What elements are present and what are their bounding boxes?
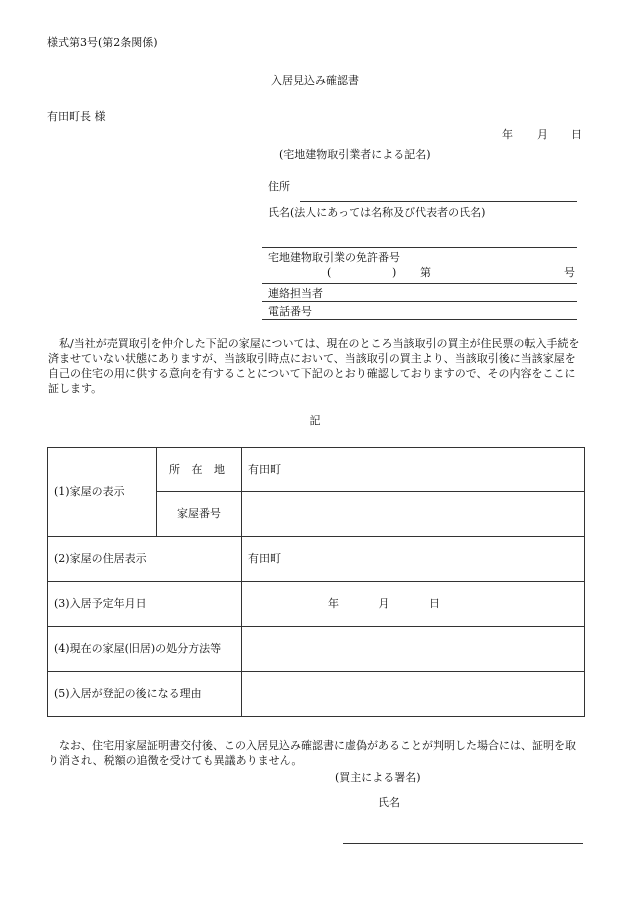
- row1-label: (1)家屋の表示: [48, 448, 157, 537]
- row5-value: [242, 672, 585, 717]
- house-number-value: [242, 492, 585, 537]
- form-number: 様式第3号(第2条関係): [47, 36, 158, 49]
- license-label: 宅地建物取引業の免許番号: [268, 251, 400, 264]
- phone-underline: [262, 319, 577, 320]
- broker-name-label: 氏名(法人にあっては名称及び代表者の氏名): [268, 206, 486, 219]
- row2-value: 有田町: [242, 537, 585, 582]
- table-row: [48, 672, 585, 717]
- name-underline: [262, 247, 577, 248]
- row1-sub1-label: [157, 448, 242, 492]
- house-number-label: 家屋番号: [157, 492, 242, 537]
- statement-paragraph: 私/当社が売買取引を仲介した下記の家屋については、現在のところ当該取引の買主が住民票の転入手続を済ませていない状態にありますが、当該取引時点において、当該取引の買主より、当該取引後に当該家屋を自己の住宅の用に供する意向を有することについて下記のとおり確認しておりますので、その内容をここに証します。: [48, 337, 580, 395]
- ki-heading: 記: [309, 414, 321, 427]
- broker-address-label: 住所: [268, 180, 290, 193]
- row3-year: 年: [328, 597, 339, 611]
- table-row: [48, 448, 585, 492]
- house-info-table: [47, 447, 585, 717]
- license-underline: [262, 283, 577, 284]
- contact-label: 連絡担当者: [268, 287, 323, 300]
- buyer-heading: (買主による署名): [335, 771, 421, 784]
- row3-date: [242, 582, 585, 627]
- table-row: [48, 627, 585, 672]
- license-dai: 第: [420, 266, 431, 279]
- row4-value: [242, 627, 585, 672]
- license-paren-open: (: [327, 266, 332, 279]
- license-go: 号: [564, 266, 575, 279]
- table-row: [48, 582, 585, 627]
- document-title: 入居見込み確認書: [271, 74, 359, 87]
- date-month: 月: [537, 128, 548, 141]
- row5-label: (5)入居が登記の後になる理由: [48, 672, 242, 717]
- row3-month: 月: [378, 597, 390, 611]
- row2-label: (2)家屋の住居表示: [48, 537, 242, 582]
- table-row: [48, 537, 585, 582]
- buyer-name-label: 氏名: [378, 796, 400, 809]
- phone-label: 電話番号: [268, 305, 312, 318]
- row4-label: (4)現在の家屋(旧居)の処分方法等: [48, 627, 242, 672]
- broker-heading: (宅地建物取引業者による記名): [279, 148, 431, 161]
- location-label: 所 在 地: [169, 462, 229, 476]
- date-year: 年: [502, 128, 513, 141]
- row3-day: 日: [429, 597, 440, 611]
- contact-underline: [262, 301, 577, 302]
- signature-line: [343, 843, 583, 844]
- license-paren-close: ): [392, 266, 397, 279]
- note-paragraph: なお、住宅用家屋証明書交付後、この入居見込み確認書に虚偽があることが判明した場合には、証明を取り消され、税額の追徴を受けても異議ありません。: [48, 739, 576, 767]
- addressee: 有田町長 様: [47, 110, 106, 123]
- location-value: 有田町: [242, 448, 585, 492]
- date-day: 日: [571, 128, 582, 141]
- row3-label: (3)入居予定年月日: [48, 582, 242, 627]
- address-underline: [300, 201, 577, 202]
